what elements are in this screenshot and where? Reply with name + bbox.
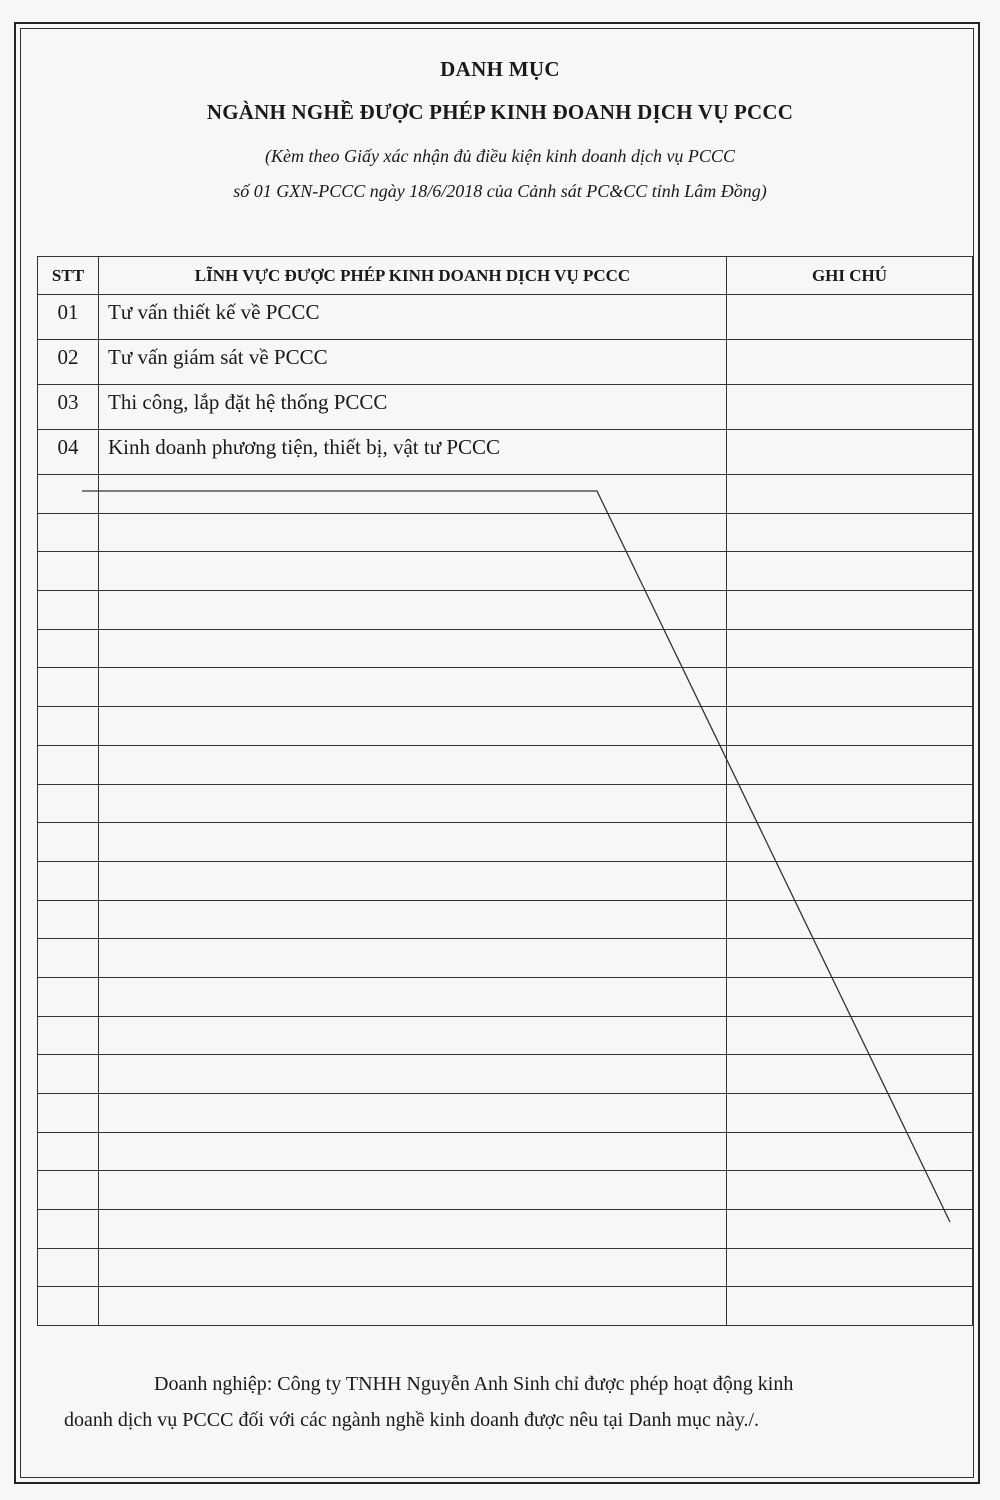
blank-row <box>38 1016 973 1055</box>
document-subtitle: NGÀNH NGHỀ ĐƯỢC PHÉP KINH ĐOANH DỊCH VỤ PCCC <box>206 100 794 124</box>
row-stt: 02 <box>38 340 99 385</box>
blank-row <box>38 745 973 784</box>
row-stt: 04 <box>38 430 99 475</box>
row-note <box>727 430 973 475</box>
blank-row <box>38 591 973 630</box>
blank-row <box>38 475 973 514</box>
footer-statement-line-2: doanh dịch vụ PCCC đối với các ngành nghề kinh doanh được nêu tại Danh mục này./. <box>64 1409 760 1431</box>
row-stt: 03 <box>38 385 99 430</box>
row-field: Thi công, lắp đặt hệ thống PCCC <box>99 385 727 430</box>
document-title: DANH MỤC <box>440 57 560 81</box>
table-row <box>38 340 973 385</box>
blank-row <box>38 629 973 668</box>
row-field: Tư vấn thiết kế về PCCC <box>99 295 727 340</box>
table-header-row <box>38 257 973 295</box>
column-header-note: GHI CHÚ <box>727 257 973 295</box>
blank-row <box>38 707 973 746</box>
business-lines-table <box>37 256 973 1326</box>
blank-row <box>38 784 973 823</box>
column-header-field: LĨNH VỰC ĐƯỢC PHÉP KINH DOANH DỊCH VỤ PCCC <box>99 257 727 295</box>
table-row <box>38 385 973 430</box>
blank-row <box>38 513 973 552</box>
blank-row <box>38 1287 973 1326</box>
blank-row <box>38 900 973 939</box>
blank-row <box>38 1094 973 1133</box>
row-field: Tư vấn giám sát về PCCC <box>99 340 727 385</box>
table-row <box>38 430 973 475</box>
table-row <box>38 295 973 340</box>
row-stt: 01 <box>38 295 99 340</box>
document-note-line-2: số 01 GXN-PCCC ngày 18/6/2018 của Cảnh sát PC&CC tỉnh Lâm Đồng) <box>233 181 767 201</box>
row-note <box>727 295 973 340</box>
blank-row <box>38 1171 973 1210</box>
row-field: Kinh doanh phương tiện, thiết bị, vật tư PCCC <box>99 430 727 475</box>
row-note <box>727 385 973 430</box>
column-header-stt: STT <box>38 257 99 295</box>
document-note-line-1: (Kèm theo Giấy xác nhận đủ điều kiện kinh doanh dịch vụ PCCC <box>265 146 735 166</box>
blank-row <box>38 1210 973 1249</box>
blank-row <box>38 823 973 862</box>
blank-row <box>38 1132 973 1171</box>
blank-row <box>38 552 973 591</box>
blank-row <box>38 668 973 707</box>
row-note <box>727 340 973 385</box>
blank-row <box>38 861 973 900</box>
footer-statement-line-1: Doanh nghiệp: Công ty TNHH Nguyễn Anh Sinh chỉ được phép hoạt động kinh <box>154 1373 794 1395</box>
blank-row <box>38 977 973 1016</box>
blank-row <box>38 939 973 978</box>
blank-row <box>38 1248 973 1287</box>
blank-row <box>38 1055 973 1094</box>
